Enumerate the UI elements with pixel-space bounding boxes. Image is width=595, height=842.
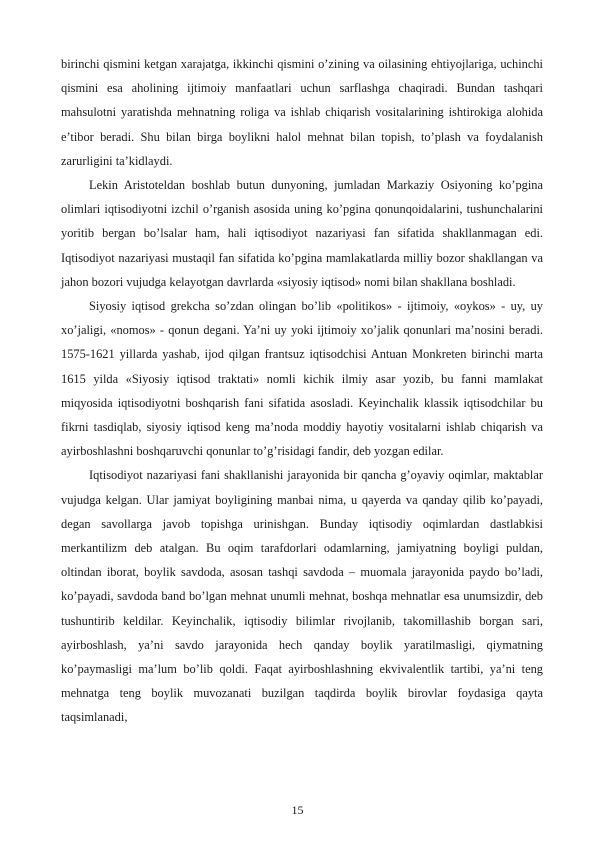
paragraph-4: Iqtisodiyot nazariyasi fani shakllanishi jarayonida bir qancha g’oyaviy oqimlar, maktablar vujudga kelgan. Ular jamiyat boyligining manbai nima, u qayerda va qanday qilib ko’payadi, degan savollarga javob topishga urinishgan. Bunday iqtisodiy oqimlardan dastlabkisi merkantilizm deb atalgan. Bu oqim tarafdorlari odamlarning, jamiyatning boyligi puldan, oltindan iborat, boylik savdoda, asosan tashqi savdoda – muomala jarayonida paydo bo’ladi, ko’payadi, savdoda band bo’lgan mehnat unumli mehnat, boshqa mehnatlar esa unumsizdir, deb tushuntirib keldilar. Keyinchalik, iqtisodiy bilimlar rivojlanib, takomillashib borgan sari, ayirboshlash, ya’ni savdo jarayonida hech qanday boylik yaratilmasligi, qiymatning ko’paymasligi ma’lum bo’lib qoldi. Faqat ayirboshlashning ekvivalentlik tartibi, ya’ni teng mehnatga teng boylik muvozanati buzilgan taqdirda boylik birovlar foydasiga qayta taqsimlanadi, <box>61 468 543 725</box>
paragraph-2: Lekin Aristoteldan boshlab butun dunyoning, jumladan Markaziy Osiyoning ko’pgina olimlari iqtisodiyotni izchil o’rganish asosida uning ko’pgina qonunqoidalarini, tushunchalarini yoritib bergan bo’lsalar ham, hali iqtisodiyot nazariyasi fan sifatida shakllanmagan edi. Iqtisodiyot nazariyasi mustaqil fan sifatida ko’pgina mamlakatlarda milliy bozor shakllangan va jahon bozori vujudga kelayotgan davrlarda «siyosiy iqtisod» nomi bilan shakllana boshladi. <box>61 178 543 289</box>
paragraph-1: birinchi qismini ketgan xarajatga, ikkinchi qismini o’zining va oilasining ehtiyojlariga, uchinchi qismini esa aholining ijtimoiy manfaatlari uchun sarflashga chaqiradi. Bundan tashqari mahsulotni yaratishda mehnatning roliga va ishlab chiqarish vositalarining ishtirokiga alohida e’tibor beradi. Shu bilan birga boylikni halol mehnat bilan topish, to’plash va foydalanish zarurligini ta’kidlaydi. <box>61 57 543 168</box>
page-body <box>61 52 543 730</box>
page-number: 15 <box>291 803 304 817</box>
paragraph-3: Siyosiy iqtisod grekcha so’zdan olingan bo’lib «politikos» - ijtimoiy, «oykos» - uy, uy xo’jaligi, «nomos» - qonun degani. Ya’ni uy yoki ijtimoiy xo’jalik qonunlari ma’nosini beradi. 1575-1621 yillarda yashab, ijod qilgan frantsuz iqtisodchisi Antuan Monkreten birinchi marta 1615 yilda «Siyosiy iqtisod traktati» nomli kichik ilmiy asar yozib, bu fanni mamlakat miqyosida iqtisodiyotni boshqarish fani sifatida asosladi. Keyinchalik klassik iqtisodchilar bu fikrni tasdiqlab, siyosiy iqtisod keng ma’noda moddiy hayotiy vositalarni ishlab chiqarish va ayirboshlashni boshqaruvchi qonunlar to’g’risidagi fandir, deb yozgan edilar. <box>61 299 543 459</box>
